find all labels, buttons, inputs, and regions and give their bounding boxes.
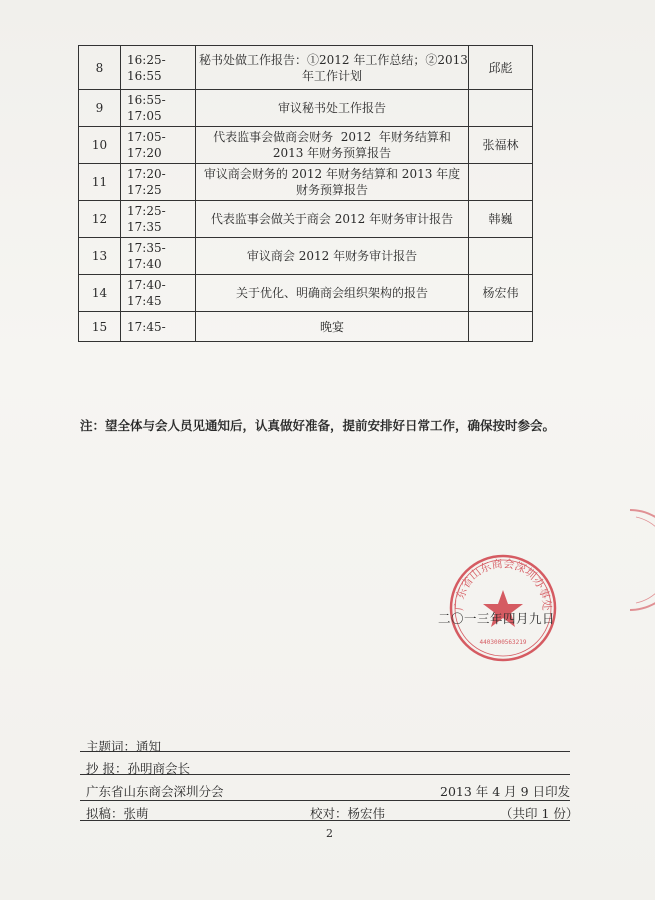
row-time: 17:35-17:40 [121,238,196,275]
row-number: 11 [79,164,121,201]
row-time: 17:40-17:45 [121,275,196,312]
row-item [196,201,469,238]
proofreader: 校对：杨宏伟 [310,806,386,821]
agenda-row [79,46,533,90]
row-responsible: 邱彪 [469,46,533,90]
issuing-org: 广东省山东商会深圳分会 [86,784,224,799]
row-number: 15 [79,312,121,342]
row-item [196,164,469,201]
row-time: 17:25-17:35 [121,201,196,238]
row-number: 12 [79,201,121,238]
row-responsible: 韩巍 [469,201,533,238]
row-time: 17:05-17:20 [121,127,196,164]
print-date: 2013 年 4 月 9 日印发 [440,784,571,799]
row-item-line: 关于优化、明确商会组织架构的报告 [235,286,428,300]
agenda-row [79,164,533,201]
row-time: 16:55-17:05 [121,90,196,127]
row-item-line: 秘书处做工作报告：①2012 年工作总结；②2013 [199,52,468,67]
row-item [196,275,469,312]
row-item-line: 审议商会 2012 年财务审计报告 [246,249,418,263]
drafter: 拟稿：张萌 [86,806,149,821]
copies: （共印 1 份） [500,806,579,821]
svg-text:4403000563219: 4403000563219 [479,639,527,646]
agenda-row [79,312,533,342]
row-item-line: 代表监事会做商会财务 2012 年财务结算和 [213,130,451,144]
row-number: 9 [79,90,121,127]
agenda-row [79,90,533,127]
row-item-line: 代表监事会做关于商会 2012 年财务审计报告 [210,212,454,226]
row-item [196,238,469,275]
issue-date: 二〇一三年四月九日 [438,611,556,626]
official-seal [447,552,559,664]
row-item [196,312,469,342]
agenda-row [79,275,533,312]
row-item-line: 审议秘书处工作报告 [277,101,386,115]
rule-org [80,800,570,801]
row-number: 13 [79,238,121,275]
agenda-table [78,45,533,342]
agenda-row [79,201,533,238]
row-number: 8 [79,46,121,90]
agenda-row [79,127,533,164]
page-number: 2 [326,827,333,840]
row-responsible [469,312,533,342]
row-item [196,127,469,164]
row-item-line: 审议商会财务的 2012 年财务结算和 2013 年度 [203,167,461,181]
row-number: 10 [79,127,121,164]
subject-keywords: 主题词：通知 [86,739,162,754]
row-item-line: 2013 年财务预算报告 [272,146,392,160]
notice-text: 注：望全体与会人员见通知后，认真做好准备，提前安排好日常工作，确保按时参会。 [80,418,556,433]
agenda-body [79,46,533,342]
partial-seal-edge [600,505,655,615]
row-item [196,46,469,90]
row-item-line: 晚宴 [319,319,344,334]
row-number: 14 [79,275,121,312]
row-time: 16:25-16:55 [121,46,196,90]
row-responsible: 张福林 [469,127,533,164]
row-time: 17:45- [121,312,196,342]
cc-line: 抄 报：孙明商会长 [86,761,190,776]
row-item-line: 年工作计划 [301,68,362,83]
row-responsible [469,164,533,201]
row-time: 17:20-17:25 [121,164,196,201]
row-item [196,90,469,127]
agenda-row [79,238,533,275]
row-responsible: 杨宏伟 [469,275,533,312]
row-responsible [469,238,533,275]
row-responsible [469,90,533,127]
row-item-line: 财务预算报告 [295,183,368,197]
seal-text: 广东省山东商会深圳办事处 [452,557,554,612]
